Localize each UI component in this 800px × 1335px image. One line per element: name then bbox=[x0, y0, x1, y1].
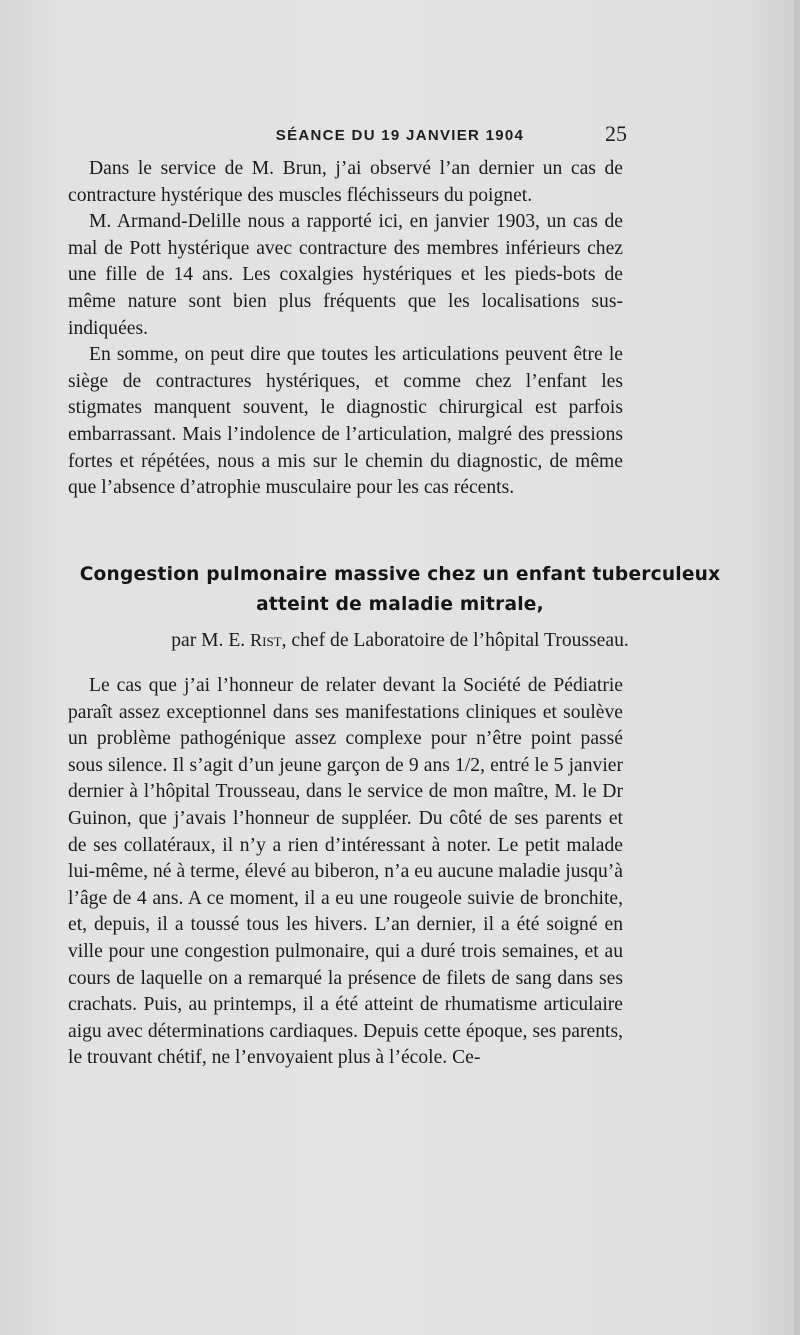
article-body-text bbox=[68, 673, 623, 1072]
byline-prefix: par M. E. bbox=[171, 630, 251, 651]
article-title-line-2: atteint de maladie mitrale, bbox=[256, 594, 544, 615]
paragraph: Dans le service de M. Brun, j’ai observé l’an dernier un cas de contracture hystérique des muscles fléchisseurs du poignet. bbox=[68, 158, 623, 206]
running-head: SÉANCE DU 19 JANVIER 1904 bbox=[275, 127, 525, 144]
page-header bbox=[0, 121, 800, 147]
paragraph: En somme, on peut dire que toutes les articulations peuvent être le siège de contractures hystériques, et comme chez l’enfant les stigmates manquent souvent, le diagnostic chirurgical est parfois embarrassant. Mais l’indolence de l’articulation, malgré des pressions fortes et répétées, nous a mis sur le chemin du diagnostic, de même que l’absence d’atrophie musculaire pour les cas récents. bbox=[68, 344, 623, 499]
page-number: 25 bbox=[605, 121, 627, 146]
article-title-line-1: Congestion pulmonaire massive chez un enfant tuberculeux bbox=[79, 564, 721, 585]
byline-author: Rist bbox=[250, 630, 282, 650]
byline-suffix: , chef de Laboratoire de l’hôpital Trousseau. bbox=[281, 630, 629, 651]
page-edge bbox=[794, 0, 800, 1335]
paragraph: M. Armand-Delille nous a rapporté ici, en janvier 1903, un cas de mal de Pott hystérique avec contracture des membres inférieurs chez une fille de 14 ans. Les coxalgies hystériques et les pieds-bots de même nature sont bien plus fréquents que les localisations sus-indiquées. bbox=[68, 211, 623, 339]
section-one-text bbox=[68, 156, 623, 502]
paragraph: Le cas que j’ai l’honneur de relater devant la Société de Pédiatrie paraît assez exceptionnel dans ses manifestations cliniques et soulève un problème pathogénique assez complexe pour n’être point passé sous silence. Il s’agit d’un jeune garçon de 9 ans 1/2, entré le 5 janvier dernier à l’hôpital Trousseau, dans le service de mon maître, M. le Dr Guinon, que j’avais l’honneur de suppléer. Du côté de ses parents et de ses collatéraux, il n’y a rien d’intéressant à noter. Le petit malade lui-même, né à terme, élevé au biberon, n’a eu aucune maladie jusqu’à l’âge de 4 ans. A ce moment, il a eu une rougeole suivie de bronchite, et, depuis, il a toussé tous les hivers. L’an dernier, il a été soigné en ville pour une congestion pulmonaire, qui a duré trois semaines, et au cours de laquelle on a remarqué la présence de filets de sang dans ses crachats. Puis, au printemps, il a été atteint de rhumatisme articulaire aigu avec déterminations cardiaques. Depuis cette époque, ses parents, le trouvant chétif, ne l’envoyaient plus à l’école. Ce- bbox=[68, 675, 623, 1069]
article-byline bbox=[0, 630, 800, 652]
